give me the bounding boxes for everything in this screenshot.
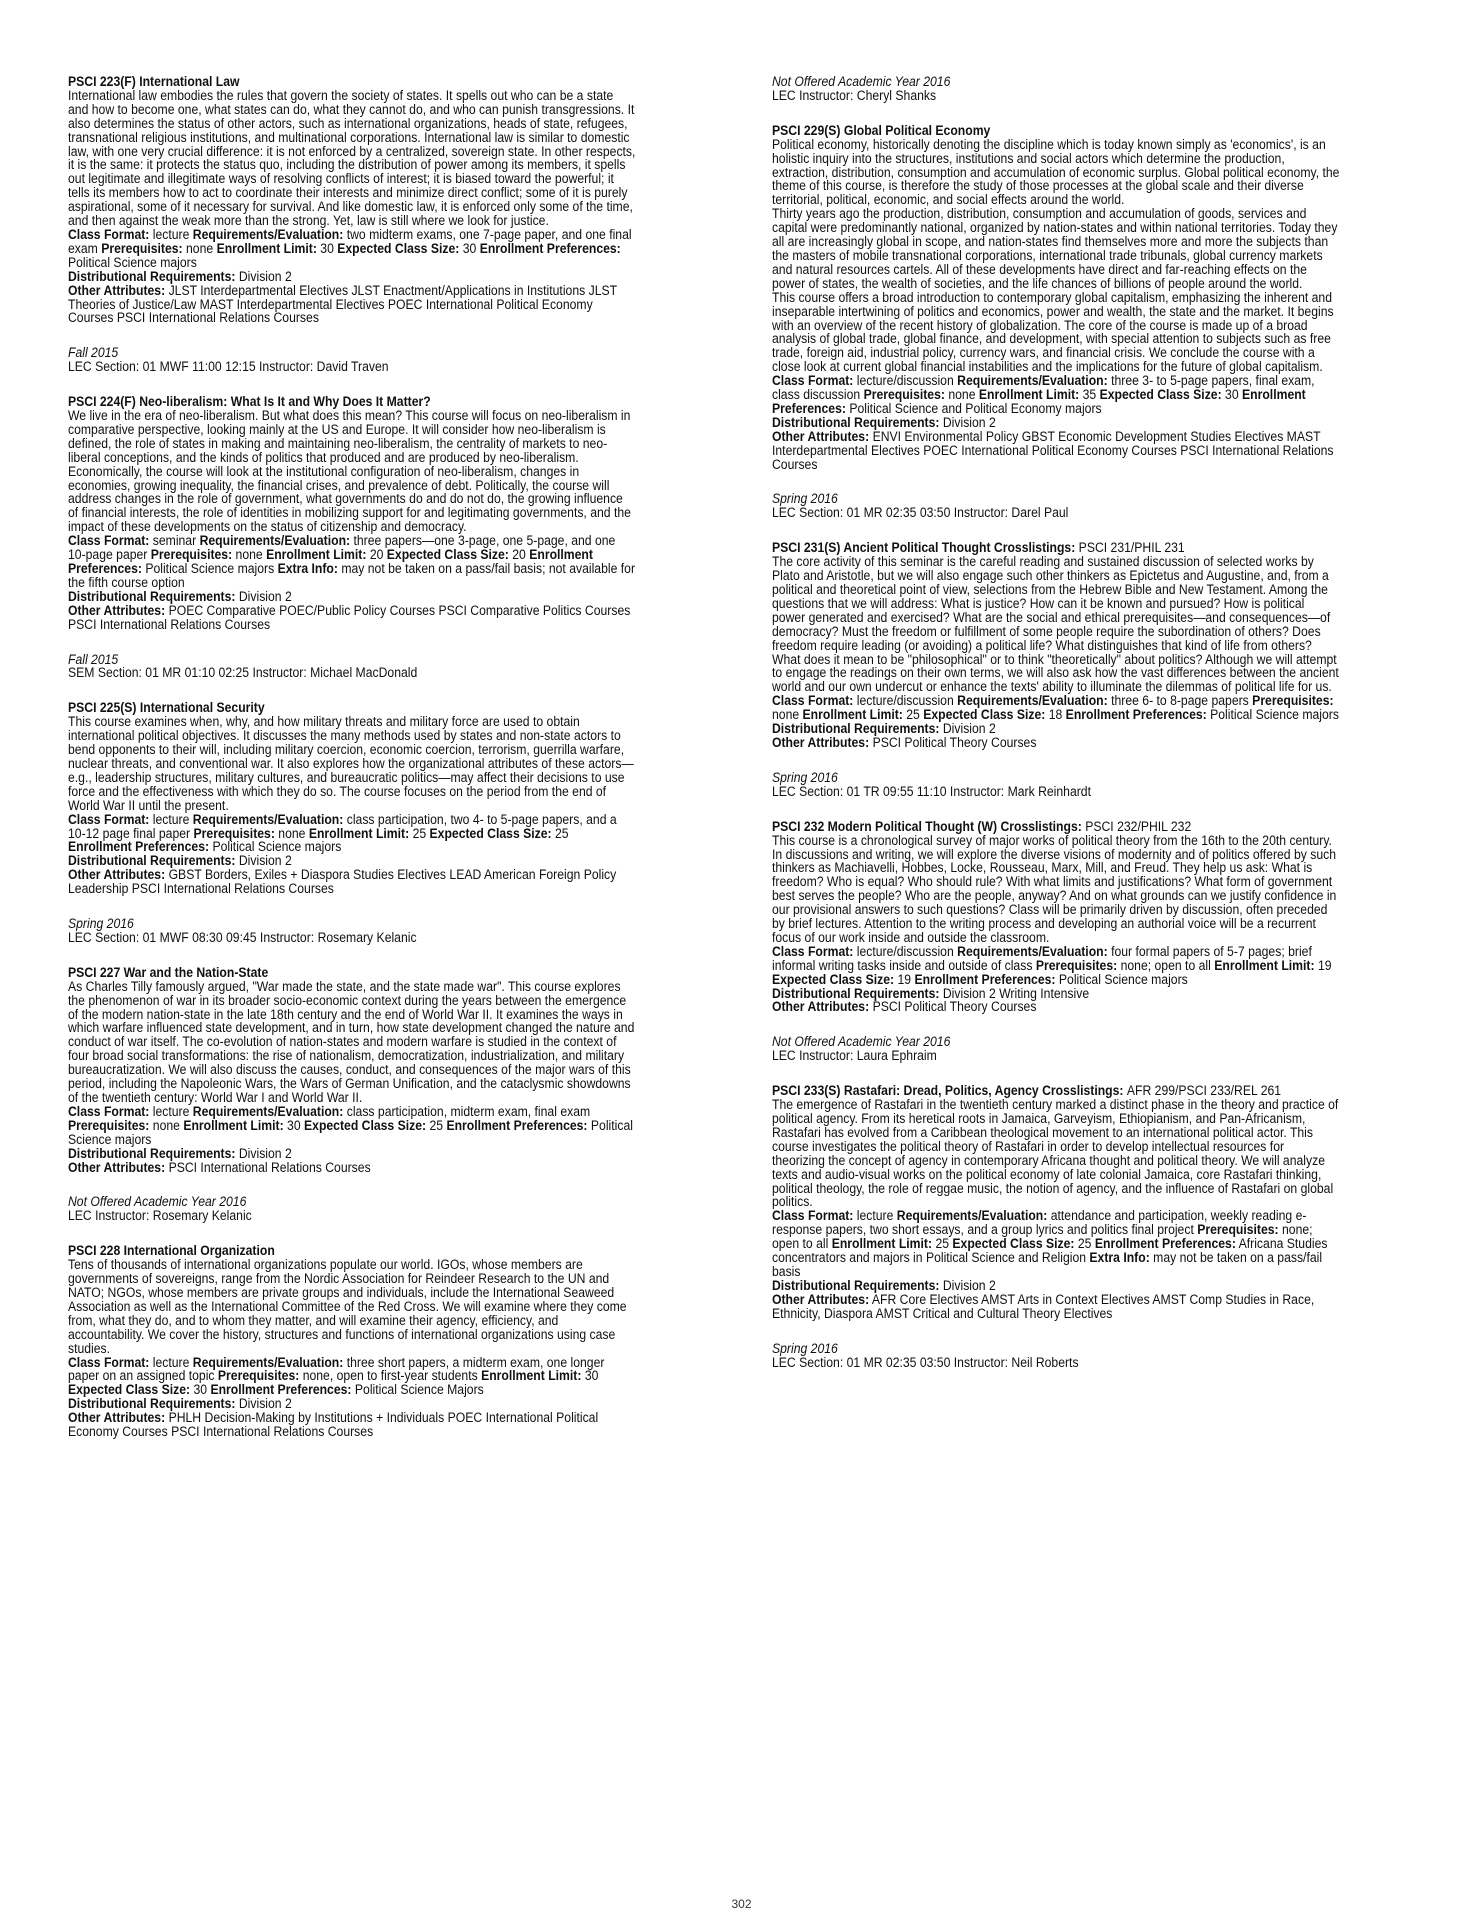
expected-class-size-value: 20 <box>512 547 526 564</box>
enrollment-preferences-value: Political Science and Political Economy majors <box>849 400 1102 417</box>
other-attr-value: PHLH Decision-Making by Institutions + Individuals POEC International Political Economy Courses PSCI International Relations Courses <box>68 1410 599 1441</box>
dist-req-label: Distributional Requirements: <box>68 853 236 870</box>
other-attr-label: Other Attributes: <box>68 867 166 884</box>
other-attr-label: Other Attributes: <box>68 1410 166 1427</box>
course-entry <box>68 964 636 1225</box>
class-format-value: seminar <box>152 533 197 550</box>
description-paragraph: Thirty years ago the production, distribution, consumption and accumulation of goods, services and capital were predominantly national, organized by nation-states and within national territories. Today they all are increasingly global in scope, and nation-states find themselves more and more the subjects than the masters of mobile transnational corporations, international trade tribunals, global currency markets and natural resources cartels. All of these developments have direct and far-reaching effects on the power of states, the wealth of societies, and the life chances of billions of people around the world. <box>772 206 1338 292</box>
prerequisites-value: none, open to first-year students <box>302 1368 478 1385</box>
enrollment-preferences-label: Enrollment Preferences: <box>479 240 621 257</box>
expected-class-size-value: 25 <box>429 1117 444 1134</box>
class-format-value: lecture/discussion <box>856 943 954 960</box>
course-details <box>772 1210 1340 1280</box>
requirements-value: three 3- to 5-page papers, final exam, class discussion <box>772 373 1315 404</box>
class-format-value: lecture <box>152 226 190 243</box>
enrollment-limit-value: 30 <box>287 1117 301 1134</box>
description-paragraph: Tens of thousands of international organizations populate our world. IGOs, whose members are governments of sovereigns, range from the Nordic Association for Reindeer Research to the UN and NATO; NGOs, whose members are private groups and individuals, include the International Seaweed Association as well as the International Committee of the Red Cross. We will examine where they come from, what they do, and to whom they matter, and will examine their agency, efficiency, and accountability. We cover the history, structures and functions of international organizations using case studies. <box>68 1257 627 1357</box>
enrollment-limit-value: 20 <box>369 547 384 564</box>
prerequisites-value: none <box>772 707 800 724</box>
course-description <box>68 978 636 1106</box>
dist-req-value: Division 2 Writing Intensive <box>942 985 1090 1002</box>
expected-class-size-label: Expected Class Size: <box>386 547 509 564</box>
expected-class-size-value: 19 <box>897 971 912 988</box>
prerequisites-value: none <box>948 387 976 404</box>
requirements-value: class participation, two 4- to 5-page papers, and a 10-12 page final paper <box>68 811 617 842</box>
other-attr-label: Other Attributes: <box>68 282 166 299</box>
course-title: PSCI 233(S) Rastafari: Dread, Politics, Agency <box>772 1083 1039 1100</box>
requirements-label: Requirements/Evaluation: <box>199 533 351 550</box>
enrollment-preferences-label: Enrollment Preferences: <box>914 971 1056 988</box>
prerequisites-value: none <box>235 547 263 564</box>
expected-class-size-value: 25 <box>1077 1236 1092 1253</box>
enrollment-preferences-value: Political Science majors <box>1058 971 1188 988</box>
left-column <box>68 76 636 1461</box>
dist-req-value: Division 2 <box>238 1396 292 1413</box>
enrollment-limit-label: Enrollment Limit: <box>978 387 1080 404</box>
course-entry <box>68 1245 636 1440</box>
requirements-label: Requirements/Evaluation: <box>957 373 1108 390</box>
course-entry <box>68 396 636 681</box>
dist-req-label: Distributional Requirements: <box>68 1145 236 1162</box>
enrollment-limit-label: Enrollment Limit: <box>216 240 317 257</box>
course-description <box>68 716 636 813</box>
enrollment-preferences-value: Africana Studies concentrators and majors in Political Science and Religion <box>772 1236 1328 1267</box>
section-info <box>772 493 1340 521</box>
expected-class-size-label: Expected Class Size: <box>952 1236 1075 1253</box>
class-format-label: Class Format: <box>772 693 854 710</box>
section-detail: LEC Instructor: Laura Ephraim <box>772 1048 937 1065</box>
other-attributes <box>772 1001 1340 1015</box>
description-paragraph: We live in the era of neo-liberalism. But what does this mean? This course will focus on neo-liberalism in comparative perspective, looking mainly at the US and Europe. It will consider how neo-liberalism is defined, the role of states in making and maintaining neo-liberalism, the centrality of markets to neo-liberal conceptions, and the kinds of politics that produced and are produced by neo-liberalism. Economically, the course will look at the institutional configuration of neo-liberalism, changes in economies, growing inequality, the financial crises, and prevalence of debt. Politically, the course will address changes in the role of government, what governments do and do not do, the growing influence of financial interests, the role of identities in mobilizing support for and legitimating governments, and the impact of these developments on the status of citizenship and democracy. <box>68 408 631 536</box>
other-attr-label: Other Attributes: <box>772 428 870 445</box>
section-info <box>68 651 636 682</box>
enrollment-preferences-label: Enrollment Preferences: <box>772 387 1306 417</box>
expected-class-size-value: 30 <box>193 1382 208 1399</box>
description-paragraph: International law embodies the rules that govern the society of states. It spells out who can be a state and how to become one, what states can do, what they cannot do, and who can punish transgressions. It also determines the status of other actors, such as international organizations, heads of state, refugees, transnational religious institutions, and multinational corporations. International law is similar to domestic law, with one very crucial difference: it is not enforced by a centralized, sovereign state. In other respects, it is the same: it protects the status quo, including the distribution of power among its members, it spells out legitimate and illegitimate ways of resolving conflicts of interest; it is biased toward the powerful; it tells its members how to act to coordinate their interests and minimize direct conflict; some of it is purely aspirational, some of it necessary for survival. And like domestic law, it is enforced only some of the time, and then against the weak more than the strong. Yet, law is still where we look for justice. <box>68 87 636 230</box>
crosslistings-label: Crosslistings: <box>1042 1083 1124 1100</box>
course-description <box>772 1099 1340 1210</box>
section-term: Not Offered Academic Year 2016 <box>772 1034 951 1051</box>
other-attributes <box>772 734 1340 751</box>
requirements-label: Requirements/Evaluation: <box>192 811 344 828</box>
class-format-label: Class Format: <box>68 1103 150 1120</box>
course-title: PSCI 231(S) Ancient Political Thought <box>772 540 991 557</box>
class-format-value: lecture/discussion <box>856 373 954 390</box>
requirements-label: Requirements/Evaluation: <box>957 943 1108 960</box>
section-term: Not Offered Academic Year 2016 <box>68 1194 247 1211</box>
enrollment-preferences-label: Enrollment Preferences: <box>68 547 593 577</box>
enrollment-limit-value: 25 <box>935 1236 950 1253</box>
course-entry <box>772 122 1340 522</box>
enrollment-limit-value: 35 <box>1082 387 1097 404</box>
enrollment-preferences-label: Enrollment Preferences: <box>1065 707 1207 724</box>
course-details <box>772 695 1340 723</box>
course-entry <box>772 1085 1340 1370</box>
enrollment-preferences-value: Political Science majors <box>1210 707 1339 724</box>
section-term: Spring 2016 <box>772 769 838 786</box>
section-term: Spring 2016 <box>68 916 134 933</box>
course-title: PSCI 224(F) Neo-liberalism: What Is It and Why Does It Matter? <box>68 394 431 411</box>
expected-class-size-label: Expected Class Size: <box>772 971 895 988</box>
course-title: PSCI 232 Modern Political Thought (W) <box>772 818 998 835</box>
extra-info-value: may not be taken on a pass/fail basis <box>772 1250 1323 1280</box>
requirements-label: Requirements/Evaluation: <box>896 1208 1048 1225</box>
class-format-label: Class Format: <box>68 226 150 243</box>
course-description <box>772 832 1340 946</box>
dist-req-value: Division 2 <box>238 853 292 870</box>
dist-req-label: Distributional Requirements: <box>772 721 940 738</box>
prerequisites-value: none; open to all <box>1120 957 1211 974</box>
course-description <box>772 136 1340 376</box>
prerequisites-value: none <box>278 825 306 842</box>
course-title: PSCI 223(F) International Law <box>68 74 240 90</box>
other-attr-label: Other Attributes: <box>772 1291 870 1308</box>
other-attributes <box>68 1159 636 1176</box>
expected-class-size-label: Expected Class Size: <box>923 707 1046 724</box>
section-detail: LEC Section: 01 TR 09:55 11:10 Instructor: Mark Reinhardt <box>772 783 1091 800</box>
requirements-label: Requirements/Evaluation: <box>192 1103 344 1120</box>
prerequisites-value: none <box>186 240 214 257</box>
description-paragraph: Political economy, historically denoting the discipline which is today known simply as 'economics', is an holistic inquiry into the structures, institutions and social actors which determine the production, extraction, distribution, consumption and accumulation of economic surplus. Global political economy, the theme of this course, is therefore the study of those processes at the global scale and their diverse territorial, political, economic, and social effects around the world. <box>772 136 1340 209</box>
section-info <box>772 769 1340 800</box>
section-term: Spring 2016 <box>772 1340 838 1357</box>
expected-class-size-label: Expected Class Size: <box>337 240 460 257</box>
requirements-value: class participation, midterm exam, final exam <box>346 1103 591 1120</box>
prerequisites-label: Prerequisites: <box>1035 957 1118 974</box>
other-attr-label: Other Attributes: <box>68 602 166 619</box>
course-entry <box>68 76 636 375</box>
expected-class-size-label: Expected Class Size: <box>68 1382 191 1399</box>
requirements-value: three 6- to 8-page papers <box>1111 693 1249 710</box>
enrollment-preferences-value: Political Science majors <box>212 839 342 856</box>
course-description <box>68 410 636 535</box>
other-attr-label: Other Attributes: <box>772 999 870 1016</box>
section-term: Not Offered Academic Year 2016 <box>772 74 951 90</box>
dist-req-label: Distributional Requirements: <box>68 1396 236 1413</box>
extra-info-value: may not be taken on a pass/fail basis; not available for the fifth course option <box>68 561 636 591</box>
dist-req-value: Division 2 <box>238 1145 292 1162</box>
crosslistings-label: Crosslistings: <box>993 540 1076 557</box>
dist-req-label: Distributional Requirements: <box>772 985 940 1002</box>
course-details <box>68 535 636 591</box>
other-attr-value: PSCI Political Theory Courses <box>872 999 1037 1016</box>
class-format-label: Class Format: <box>68 811 150 828</box>
description-paragraph: The core activity of this seminar is the careful reading and sustained discussion of selected works by Plato and Aristotle, but we will also engage such other thinkers as Epictetus and Augustine, and, from a political and theoretical point of view, selections from the Hebrew Bible and New Testament. Among the questions that we will address: What is justice? How can it be known and pursued? How is political power generated and exercised? What are the social and ethical prerequisites—and consequences—of democracy? Must the freedom or fulfillment of some people require the subordination of others? Does freedom require leading (or avoiding) a political life? What distinguishes that kind of life from others? What does it mean to be "philosophical" or to think "theoretically" about politics? Although we will attempt to engage the readings on their own terms, we will also ask how the vast differences between the ancient world and our own undercut or enhance the texts' ability to illuminate the dilemmas of political life for us. <box>772 554 1339 696</box>
other-attr-label: Other Attributes: <box>68 1159 166 1176</box>
right-column <box>772 76 1340 1391</box>
dist-req-value: Division 2 <box>238 268 292 285</box>
course-details <box>772 375 1340 417</box>
other-attr-value: PSCI International Relations Courses <box>168 1159 371 1176</box>
enrollment-limit-label: Enrollment Limit: <box>481 1368 582 1385</box>
dist-req-value: Division 2 <box>942 721 996 738</box>
course-details <box>68 811 636 856</box>
prerequisites-label: Prerequisites: <box>193 825 275 842</box>
section-info <box>772 76 1340 104</box>
other-attr-value: PSCI Political Theory Courses <box>872 734 1037 751</box>
dist-req-label: Distributional Requirements: <box>772 1277 940 1294</box>
course-description <box>68 1259 636 1356</box>
expected-class-size-value: 25 <box>555 825 569 842</box>
course-details <box>772 943 1340 988</box>
dist-req-value: Division 2 <box>238 588 292 605</box>
dist-req-label: Distributional Requirements: <box>68 268 236 285</box>
section-detail: LEC Section: 01 MR 02:35 03:50 Instructor: Darel Paul <box>772 505 1069 522</box>
crosslistings-value: PSCI 231/PHIL 231 <box>1078 540 1185 557</box>
enrollment-limit-label: Enrollment Limit: <box>308 825 410 842</box>
class-format-value: lecture <box>152 1103 190 1120</box>
course-title: PSCI 228 International Organization <box>68 1243 275 1260</box>
expected-class-size-label: Expected Class Size: <box>429 825 552 842</box>
section-detail: LEC Section: 01 MWF 08:30 09:45 Instructor: Rosemary Kelanic <box>68 929 417 946</box>
prerequisites-label: Prerequisites: <box>68 1117 150 1134</box>
class-format-value: lecture <box>856 1208 894 1225</box>
course-entry <box>68 702 636 946</box>
section-detail: LEC Section: 01 MWF 11:00 12:15 Instructor: David Traven <box>68 359 389 376</box>
prerequisites-label: Prerequisites: <box>217 1368 300 1385</box>
enrollment-preferences-value: Political Science Majors <box>354 1382 484 1399</box>
enrollment-preferences-label: Enrollment Preferences: <box>68 839 210 856</box>
enrollment-preferences-label: Enrollment Preferences: <box>446 1117 588 1134</box>
dist-req-label: Distributional Requirements: <box>772 414 940 431</box>
prerequisites-value: none; open to all <box>772 1222 1313 1253</box>
enrollment-preferences-value: Political Science majors <box>145 561 275 577</box>
enrollment-preferences-label: Enrollment Preferences: <box>210 1382 352 1399</box>
requirements-value: two midterm exams, one 7-page paper, and one final exam <box>68 226 632 257</box>
course-entry <box>772 818 1340 1065</box>
section-term: Fall 2015 <box>68 345 119 362</box>
section-info <box>68 1196 636 1224</box>
other-attr-value: JLST Interdepartmental Electives JLST Enactment/Applications in Institutions JLST Theories of Justice/Law MAST Interdepartmental Electives POEC International Political Economy Courses PSCI International Relations Courses <box>68 282 617 327</box>
crosslistings-label: Crosslistings: <box>1000 818 1082 835</box>
class-format-value: lecture <box>152 811 190 828</box>
other-attributes <box>68 282 636 327</box>
other-attributes <box>68 869 636 897</box>
course-entry <box>772 542 1340 799</box>
enrollment-limit-value: 30 <box>320 240 334 257</box>
section-detail: LEC Section: 01 MR 02:35 03:50 Instructor: Neil Roberts <box>772 1354 1079 1371</box>
requirements-label: Requirements/Evaluation: <box>957 693 1108 710</box>
course-details <box>68 1354 636 1399</box>
enrollment-limit-label: Enrollment Limit: <box>266 547 367 564</box>
prerequisites-label: Prerequisites: <box>1197 1222 1279 1239</box>
course-details <box>68 1103 636 1148</box>
enrollment-preferences-value: Political Science majors <box>68 1117 633 1148</box>
expected-class-size-value: 30 <box>462 240 477 257</box>
expected-class-size-value: 30 <box>1225 387 1239 404</box>
section-term: Spring 2016 <box>772 491 838 508</box>
course-title: PSCI 225(S) International Security <box>68 700 265 717</box>
extra-info-label: Extra Info: <box>277 561 338 577</box>
expected-class-size-value: 18 <box>1048 707 1063 724</box>
section-detail: LEC Instructor: Cheryl Shanks <box>772 87 937 104</box>
course-description <box>68 87 636 230</box>
description-paragraph: This course offers a broad introduction to contemporary global capitalism, emphasizing the inherent and inseparable intertwining of politics and economics, power and wealth, the state and the market. It begins with an overview of the recent history of globalization. The core of the course is made up of a broad analysis of global trade, global finance, and development, with special attention to subjects such as free trade, foreign aid, industrial policy, currency wars, and financial crisis. We conclude the course with a close look at current global financial instabilities and the implications for the future of global capitalism. <box>772 289 1334 376</box>
description-paragraph: As Charles Tilly famously argued, "War made the state, and the state made war". This course explores the phenomenon of war in its broader socio-economic context during the years between the emergence of the modern nation-state in the late 18th century and the end of World War II. It examines the ways in which warfare influenced state development, and in turn, how state development changed the nature and conduct of war itself. The co-evolution of nation-states and modern warfare is studied in the context of four broad social transformations: the rise of nationalism, democratization, industrialization, and military bureaucratization. We will also discuss the causes, conduct, and consequences of the major wars of this period, including the Napoleonic Wars, the Wars of German Unification, and the cataclysmic showdowns of the twentieth century: World War I and World War II. <box>68 978 635 1106</box>
other-attributes <box>772 428 1340 473</box>
section-detail: LEC Instructor: Rosemary Kelanic <box>68 1208 252 1225</box>
course-title: PSCI 229(S) Global Political Economy <box>772 122 991 139</box>
enrollment-limit-value: 30 <box>584 1368 599 1385</box>
expected-class-size-label: Expected Class Size: <box>304 1117 427 1134</box>
prerequisites-label: Prerequisites: <box>1252 693 1334 710</box>
class-format-label: Class Format: <box>772 943 854 960</box>
prerequisites-label: Prerequisites: <box>101 240 183 257</box>
section-info <box>772 1036 1340 1064</box>
other-attr-value: ENVI Environmental Policy GBST Economic Development Studies Electives MAST Interdepartmental Electives POEC International Political Economy Courses PSCI International Relations Courses <box>772 428 1334 473</box>
section-info <box>772 1340 1340 1371</box>
requirements-label: Requirements/Evaluation: <box>192 226 344 243</box>
class-format-label: Class Format: <box>68 1354 150 1371</box>
enrollment-limit-value: 25 <box>412 825 427 842</box>
description-paragraph: The emergence of Rastafari in the twentieth century marked a distinct phase in the theory and practice of political agency. From its heretical roots in Jamaica, Garveyism, Ethiopianism, and Pan-Africanism, Rastafari has evolved from a Caribbean theological movement to an international political actor. This course investigates the political theory of Rastafari in order to develop intellectual resources for theorizing the concept of agency in contemporary Africana thought and political theory. We will analyze texts and audio-visual works on the political economy of late colonial Jamaica, core Rastafari thinking, political theology, the role of reggae music, the notion of agency, and the influence of Rastafari on global politics. <box>772 1097 1339 1211</box>
enrollment-limit-label: Enrollment Limit: <box>1214 957 1315 974</box>
prerequisites-label: Prerequisites: <box>863 387 945 404</box>
description-paragraph: This course examines when, why, and how military threats and military force are used to obtain international political objectives. It discusses the many methods used by states and non-state actors to bend opponents to their will, including military coercion, economic coercion, terrorism, guerrilla warfare, nuclear threats, and conventional war. It also explores how the organizational attributes of these actors—e.g., leadership structures, military cultures, and bureaucratic politics—may affect their decisions to use force and the effectiveness with which they do so. The course focuses on the period from the end of World War II until the present. <box>68 714 634 814</box>
other-attributes <box>68 602 636 633</box>
other-attributes <box>68 1412 636 1440</box>
other-attr-value: AFR Core Electives AMST Arts in Context Electives AMST Comp Studies in Race, Ethnicity, Diaspora AMST Critical and Cultural Theory Electives <box>772 1291 1315 1322</box>
class-format-label: Class Format: <box>68 533 150 550</box>
enrollment-limit-label: Enrollment Limit: <box>831 1236 933 1253</box>
course-details <box>68 226 636 271</box>
dist-req-value: Division 2 <box>942 414 996 431</box>
dist-req-value: Division 2 <box>942 1277 996 1294</box>
other-attr-value: GBST Borders, Exiles + Diaspora Studies Electives LEAD American Foreign Policy Leadership PSCI International Relations Courses <box>68 867 617 898</box>
requirements-value: three papers—one 3-page, one 5-page, and one 10-page paper <box>68 533 616 564</box>
section-detail: SEM Section: 01 MR 01:10 02:25 Instructor: Michael MacDonald <box>68 665 418 682</box>
description-paragraph: This course is a chronological survey of major works of political theory from the 16th to the 20th century. In discussions and writing, we will explore the diverse visions of modernity and of politics offered by such thinkers as Machiavelli, Hobbes, Locke, Rousseau, Marx, Mill, and Freud. They help us ask: What is freedom? Who is equal? Who should rule? With what limits and justifications? What form of government best serves the people? Who are the people, anyway? And on what grounds can we justify confidence in our provisional answers to such questions? Class will be primarily driven by discussion, often preceded by brief lectures. Attention to the writing process and developing an authorial voice will be a recurrent focus of our work inside and outside the classroom. <box>772 832 1337 946</box>
prerequisites-value: none <box>152 1117 180 1134</box>
requirements-value: three short papers, a midterm exam, one longer paper on an assigned topic <box>68 1354 605 1385</box>
other-attr-value: POEC Comparative POEC/Public Policy Courses PSCI Comparative Politics Courses PSCI International Relations Courses <box>68 602 631 633</box>
course-title: PSCI 227 War and the Nation-State <box>68 964 269 981</box>
crosslistings-value: AFR 299/PSCI 233/REL 261 <box>1126 1083 1282 1100</box>
enrollment-limit-value: 19 <box>1317 957 1332 974</box>
section-info <box>68 347 636 375</box>
page-number: 302 <box>731 1897 752 1911</box>
enrollment-preferences-label: Enrollment Preferences: <box>1094 1236 1236 1253</box>
requirements-value: four formal papers of 5-7 pages; brief informal writing tasks inside and outside of class <box>772 943 1312 974</box>
class-format-label: Class Format: <box>772 373 854 390</box>
crosslistings-value: PSCI 232/PHIL 232 <box>1085 818 1192 835</box>
other-attr-label: Other Attributes: <box>772 734 870 751</box>
class-format-value: lecture <box>152 1354 190 1371</box>
requirements-value: attendance and participation, weekly reading e-response papers, two short essays, and a group lyrics and politics final project <box>772 1208 1307 1239</box>
enrollment-limit-label: Enrollment Limit: <box>802 707 903 724</box>
enrollment-limit-value: 25 <box>906 707 920 724</box>
enrollment-preferences-value: Political Science majors <box>68 254 197 271</box>
other-attributes <box>772 1291 1340 1322</box>
course-description <box>772 556 1340 695</box>
section-term: Fall 2015 <box>68 651 119 668</box>
class-format-label: Class Format: <box>772 1208 854 1225</box>
prerequisites-label: Prerequisites: <box>150 547 233 564</box>
requirements-label: Requirements/Evaluation: <box>192 1354 344 1371</box>
class-format-value: lecture/discussion <box>856 693 954 710</box>
dist-req-label: Distributional Requirements: <box>68 588 236 605</box>
section-info <box>68 918 636 946</box>
extra-info-label: Extra Info: <box>1089 1250 1150 1267</box>
enrollment-limit-label: Enrollment Limit: <box>183 1117 284 1134</box>
expected-class-size-label: Expected Class Size: <box>1099 387 1222 404</box>
